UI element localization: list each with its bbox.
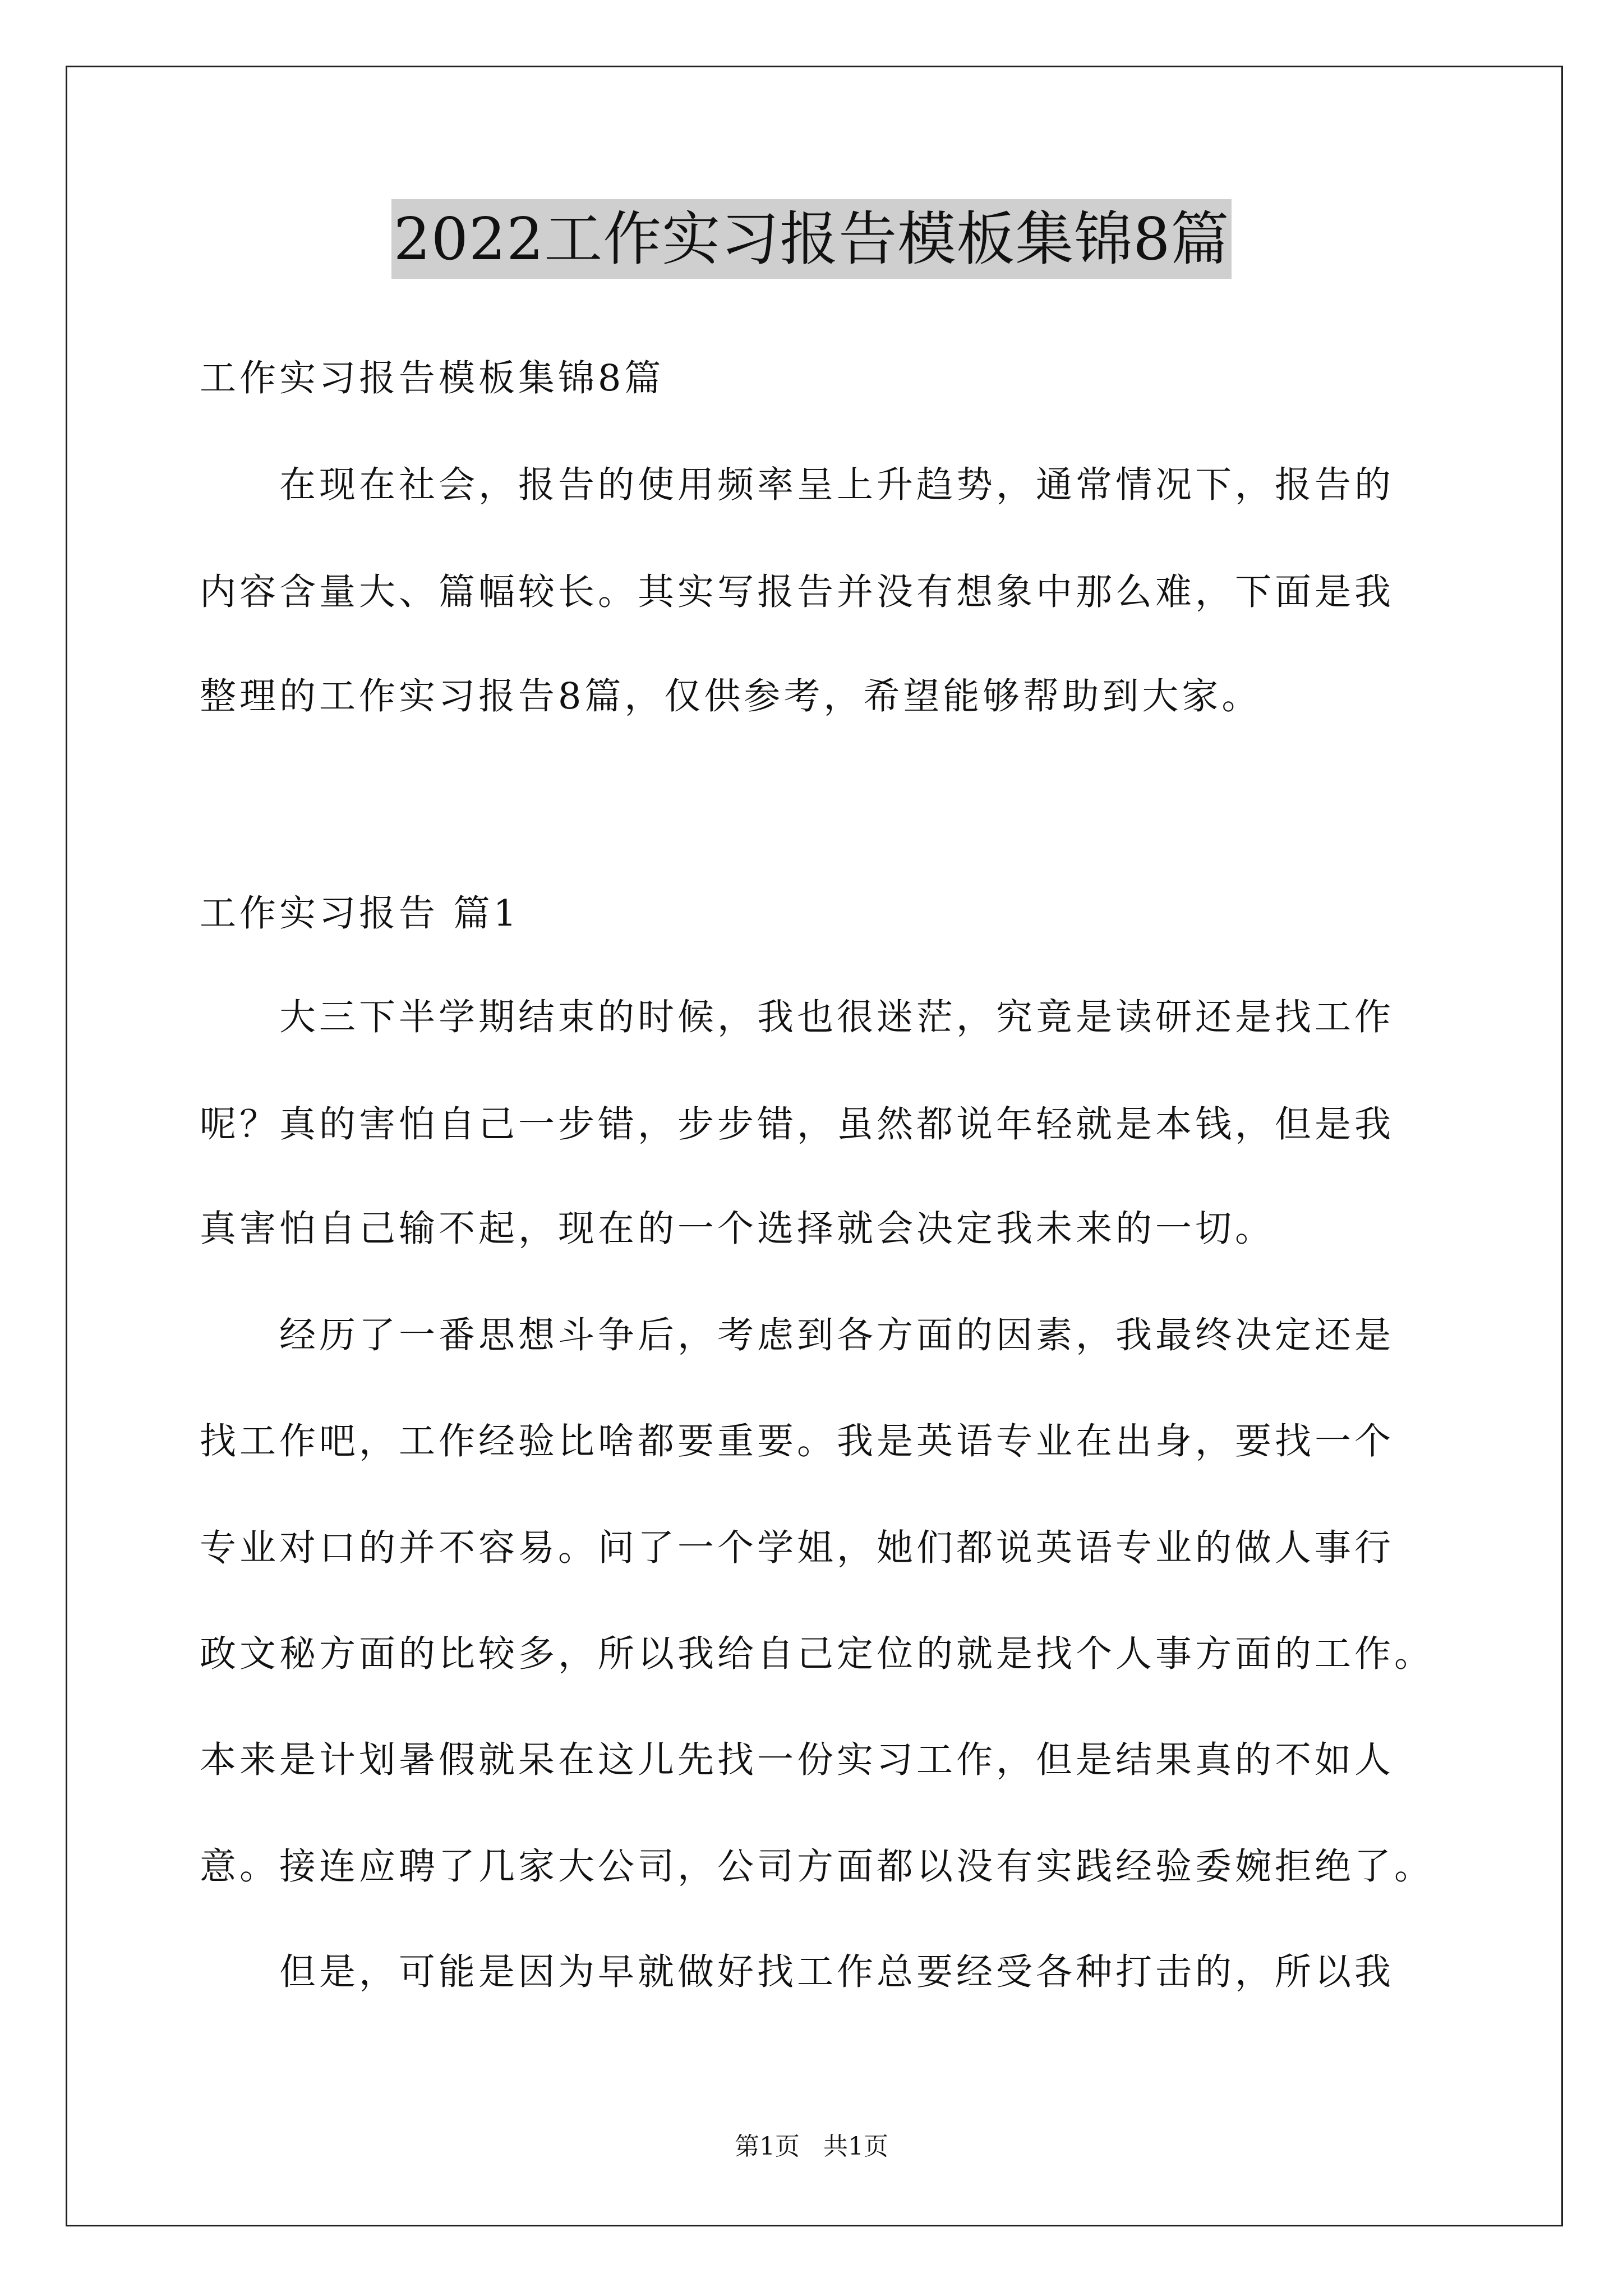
body-paragraph-line-10: 但是，可能是因为早就做好找工作总要经受各种打击的，所以我 [279, 1951, 1395, 1993]
body-paragraph-line-9: 意。接连应聘了几家大公司，公司方面都以没有实践经验委婉拒绝了。 [200, 1846, 1435, 1888]
title-container [0, 199, 1623, 279]
body-paragraph-line-4: 经历了一番思想斗争后，考虑到各方面的因素，我最终决定还是 [279, 1314, 1395, 1356]
intro-paragraph-line-2: 内容含量大、篇幅较长。其实写报告并没有想象中那么难，下面是我 [200, 571, 1395, 613]
body-paragraph-line-6: 专业对口的并不容易。问了一个学姐，她们都说英语专业的做人事行 [200, 1527, 1395, 1569]
page-footer: 第1页 共1页 [735, 2132, 888, 2161]
document-subtitle: 工作实习报告模板集锦8篇 [200, 357, 665, 399]
document-title: 2022工作实习报告模板集锦8篇 [391, 199, 1232, 279]
body-paragraph-line-1: 大三下半学期结束的时候，我也很迷茫，究竟是读研还是找工作 [279, 996, 1395, 1038]
body-paragraph-line-2: 呢？真的害怕自己一步错，步步错，虽然都说年轻就是本钱，但是我 [200, 1103, 1395, 1145]
body-paragraph-line-3: 真害怕自己输不起，现在的一个选择就会决定我未来的一切。 [200, 1208, 1275, 1250]
body-paragraph-line-8: 本来是计划暑假就呆在这儿先找一份实习工作，但是结果真的不如人 [200, 1739, 1395, 1781]
intro-paragraph-line-3: 整理的工作实习报告8篇，仅供参考，希望能够帮助到大家。 [200, 675, 1262, 717]
intro-paragraph-line-1: 在现在社会，报告的使用频率呈上升趋势，通常情况下，报告的 [279, 464, 1395, 506]
body-paragraph-line-7: 政文秘方面的比较多，所以我给自己定位的就是找个人事方面的工作。 [200, 1633, 1435, 1675]
section-heading: 工作实习报告 篇1 [200, 892, 520, 935]
body-paragraph-line-5: 找工作吧，工作经验比啥都要重要。我是英语专业在出身，要找一个 [200, 1420, 1395, 1462]
